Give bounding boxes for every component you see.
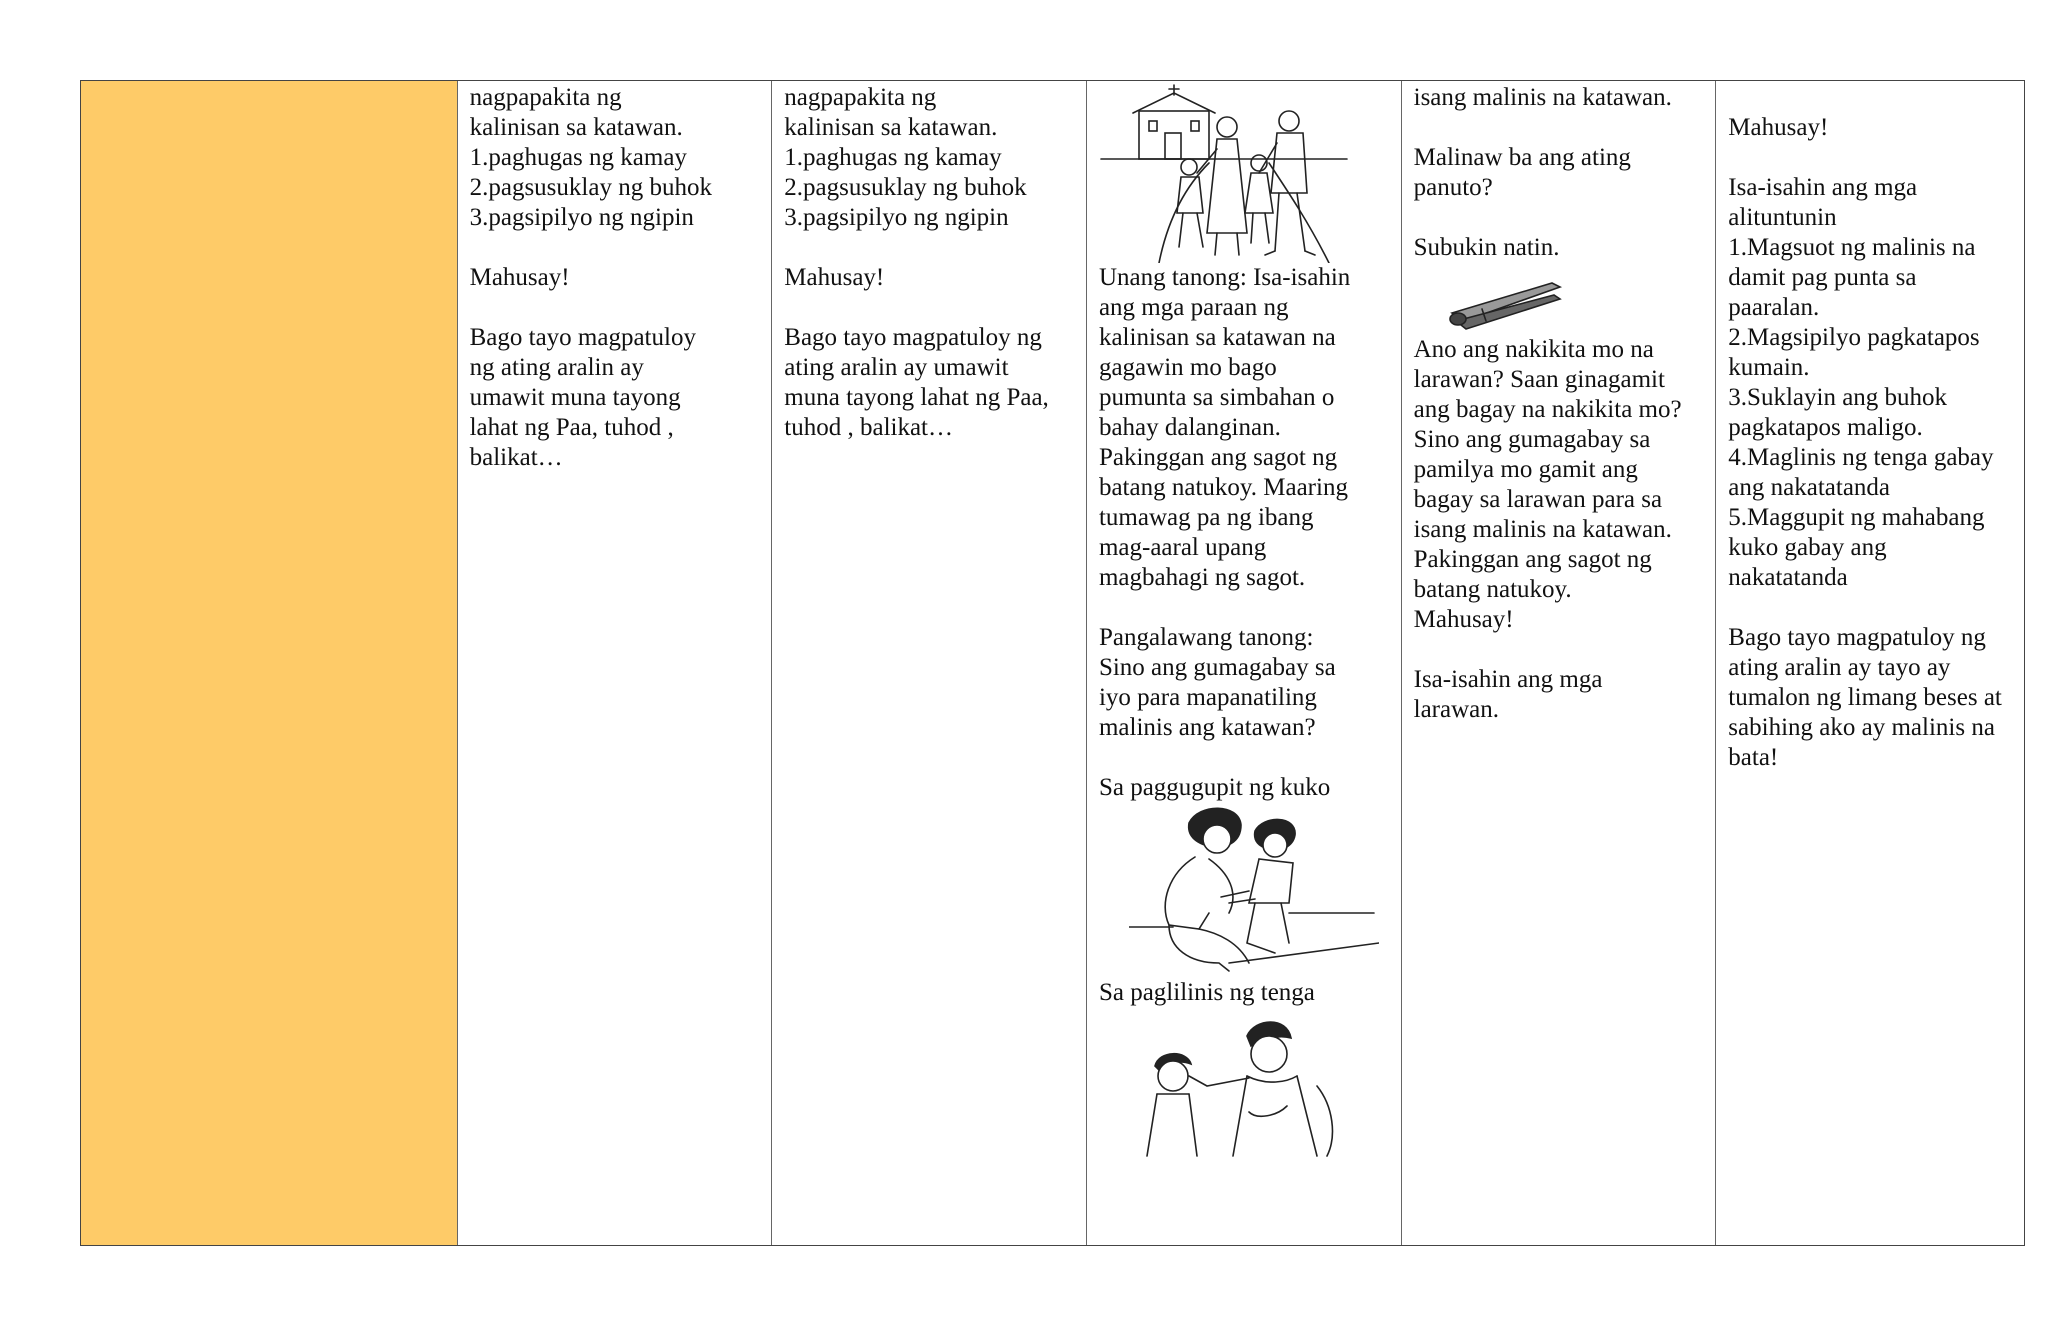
text-line: damit pag punta sa bbox=[1728, 264, 1917, 291]
text-line: Unang tanong: Isa-isahin bbox=[1098, 264, 1351, 291]
text-line: Sino ang gumagabay sa bbox=[1413, 426, 1651, 453]
text-line: 1.Magsuot ng malinis na bbox=[1728, 234, 1976, 261]
text-line: bahay dalanginan. bbox=[1098, 414, 1281, 441]
text-line: umawit muna tayong bbox=[469, 384, 681, 411]
text-line: sabihing ako ay malinis na bbox=[1728, 714, 1995, 741]
text-line: muna tayong lahat ng Paa, bbox=[784, 384, 1049, 411]
text-line: isang malinis na katawan. bbox=[1413, 516, 1672, 543]
text-line: 3.pagsipilyo ng ngipin bbox=[469, 204, 694, 231]
text-line: 2.Magsipilyo pagkatapos bbox=[1728, 324, 1980, 351]
text-line: gagawin mo bago bbox=[1098, 354, 1277, 381]
text-line: Mahusay! bbox=[1728, 114, 1829, 141]
text-line bbox=[784, 233, 1076, 263]
nail-clipper-illustration-icon bbox=[1442, 269, 1572, 335]
text-line: nagpapakita ng bbox=[784, 84, 937, 111]
text-line bbox=[1728, 83, 2014, 113]
text-line: larawan. bbox=[1413, 696, 1499, 723]
column-2-text bbox=[470, 83, 762, 473]
text-line: kuko gabay ang bbox=[1728, 534, 1887, 561]
text-line: mag-aaral upang bbox=[1098, 534, 1267, 561]
text-line: ang mga paraan ng bbox=[1098, 294, 1289, 321]
column-5 bbox=[1402, 81, 1717, 1245]
text-line: Pangalawang tanong: bbox=[1098, 624, 1314, 651]
column-3 bbox=[772, 81, 1087, 1245]
column-5-text-top bbox=[1414, 83, 1706, 263]
column-2 bbox=[458, 81, 773, 1245]
text-line: Sino ang gumagabay sa bbox=[1098, 654, 1336, 681]
family-church-illustration-icon bbox=[1099, 83, 1349, 263]
column-4 bbox=[1087, 81, 1402, 1245]
text-line: 1.paghugas ng kamay bbox=[469, 144, 687, 171]
text-line: Bago tayo magpatuloy ng bbox=[784, 324, 1042, 351]
text-line: balikat… bbox=[469, 444, 563, 471]
column-5-text-bottom bbox=[1414, 335, 1706, 725]
text-line: 4.Maglinis ng tenga gabay bbox=[1728, 444, 1994, 471]
column-4-caption: Sa paglilinis ng tenga bbox=[1098, 979, 1315, 1006]
text-line: magbahagi ng sagot. bbox=[1098, 564, 1306, 591]
column-4-text bbox=[1099, 263, 1391, 803]
text-line: kalinisan sa katawan na bbox=[1098, 324, 1336, 351]
text-line bbox=[1414, 635, 1706, 665]
text-line: alituntunin bbox=[1728, 204, 1837, 231]
text-line: bagay sa larawan para sa bbox=[1413, 486, 1663, 513]
text-line: tumalon ng limang beses at bbox=[1728, 684, 2002, 711]
text-line: Isa-isahin ang mga bbox=[1413, 666, 1603, 693]
text-line: pamilya mo gamit ang bbox=[1413, 456, 1638, 483]
text-line: Subukin natin. bbox=[1413, 234, 1560, 261]
text-line bbox=[1414, 203, 1706, 233]
text-line: tuhod , balikat… bbox=[784, 414, 954, 441]
text-line: 2.pagsusuklay ng buhok bbox=[469, 174, 712, 201]
text-line: 3.pagsipilyo ng ngipin bbox=[784, 204, 1009, 231]
text-line: ang bagay na nakikita mo? bbox=[1413, 396, 1682, 423]
text-line: ng ating aralin ay bbox=[469, 354, 644, 381]
lesson-table bbox=[80, 80, 2025, 1246]
text-line: pagkatapos maligo. bbox=[1728, 414, 1923, 441]
text-line bbox=[1414, 113, 1706, 143]
adult-cleaning-child-ear-illustration-icon bbox=[1137, 1016, 1357, 1166]
text-line: nakatatanda bbox=[1728, 564, 1848, 591]
text-line: Bago tayo magpatuloy ng bbox=[1728, 624, 1986, 651]
text-line: Mahusay! bbox=[469, 264, 570, 291]
text-line: batang natukoy. Maaring bbox=[1098, 474, 1348, 501]
text-line: tumawag pa ng ibang bbox=[1098, 504, 1314, 531]
text-line: ating aralin ay umawit bbox=[784, 354, 1009, 381]
text-line: kumain. bbox=[1728, 354, 1810, 381]
text-line: ang nakatatanda bbox=[1728, 474, 1891, 501]
text-line: panuto? bbox=[1413, 174, 1493, 201]
text-line: paaralan. bbox=[1728, 294, 1820, 321]
text-line: 3.Suklayin ang buhok bbox=[1728, 384, 1948, 411]
text-line: 1.paghugas ng kamay bbox=[784, 144, 1002, 171]
text-line: Mahusay! bbox=[1413, 606, 1514, 633]
text-line bbox=[470, 233, 762, 263]
text-line: ating aralin ay tayo ay bbox=[1728, 654, 1951, 681]
column-6-text bbox=[1728, 83, 2014, 773]
mother-cutting-child-nails-illustration-icon bbox=[1129, 803, 1379, 978]
text-line: 2.pagsusuklay ng buhok bbox=[784, 174, 1027, 201]
highlighted-column bbox=[81, 81, 458, 1245]
text-line: nagpapakita ng bbox=[469, 84, 622, 111]
text-line: Mahusay! bbox=[784, 264, 885, 291]
text-line: Malinaw ba ang ating bbox=[1413, 144, 1631, 171]
text-line: Ano ang nakikita mo na bbox=[1413, 336, 1654, 363]
text-line: iyo para mapanatiling bbox=[1098, 684, 1317, 711]
text-line bbox=[470, 293, 762, 323]
text-line: Sa paggugupit ng kuko bbox=[1098, 774, 1331, 801]
column-6 bbox=[1716, 81, 2024, 1245]
text-line: lahat ng Paa, tuhod , bbox=[469, 414, 674, 441]
text-line: pumunta sa simbahan o bbox=[1098, 384, 1335, 411]
text-line bbox=[784, 293, 1076, 323]
text-line: malinis ang katawan? bbox=[1098, 714, 1316, 741]
text-line bbox=[1728, 593, 2014, 623]
text-line bbox=[1099, 743, 1391, 773]
column-3-text bbox=[784, 83, 1076, 443]
text-line: isang malinis na katawan. bbox=[1413, 84, 1672, 111]
text-line: Isa-isahin ang mga bbox=[1728, 174, 1918, 201]
text-line: kalinisan sa katawan. bbox=[784, 114, 998, 141]
text-line bbox=[1099, 593, 1391, 623]
text-line: kalinisan sa katawan. bbox=[469, 114, 683, 141]
text-line: 5.Maggupit ng mahabang bbox=[1728, 504, 1985, 531]
text-line bbox=[1728, 143, 2014, 173]
text-line: larawan? Saan ginagamit bbox=[1413, 366, 1665, 393]
text-line: Pakinggan ang sagot ng bbox=[1098, 444, 1338, 471]
text-line: batang natukoy. bbox=[1413, 576, 1572, 603]
text-line: Pakinggan ang sagot ng bbox=[1413, 546, 1652, 573]
text-line: bata! bbox=[1728, 744, 1779, 771]
text-line: Bago tayo magpatuloy bbox=[469, 324, 696, 351]
